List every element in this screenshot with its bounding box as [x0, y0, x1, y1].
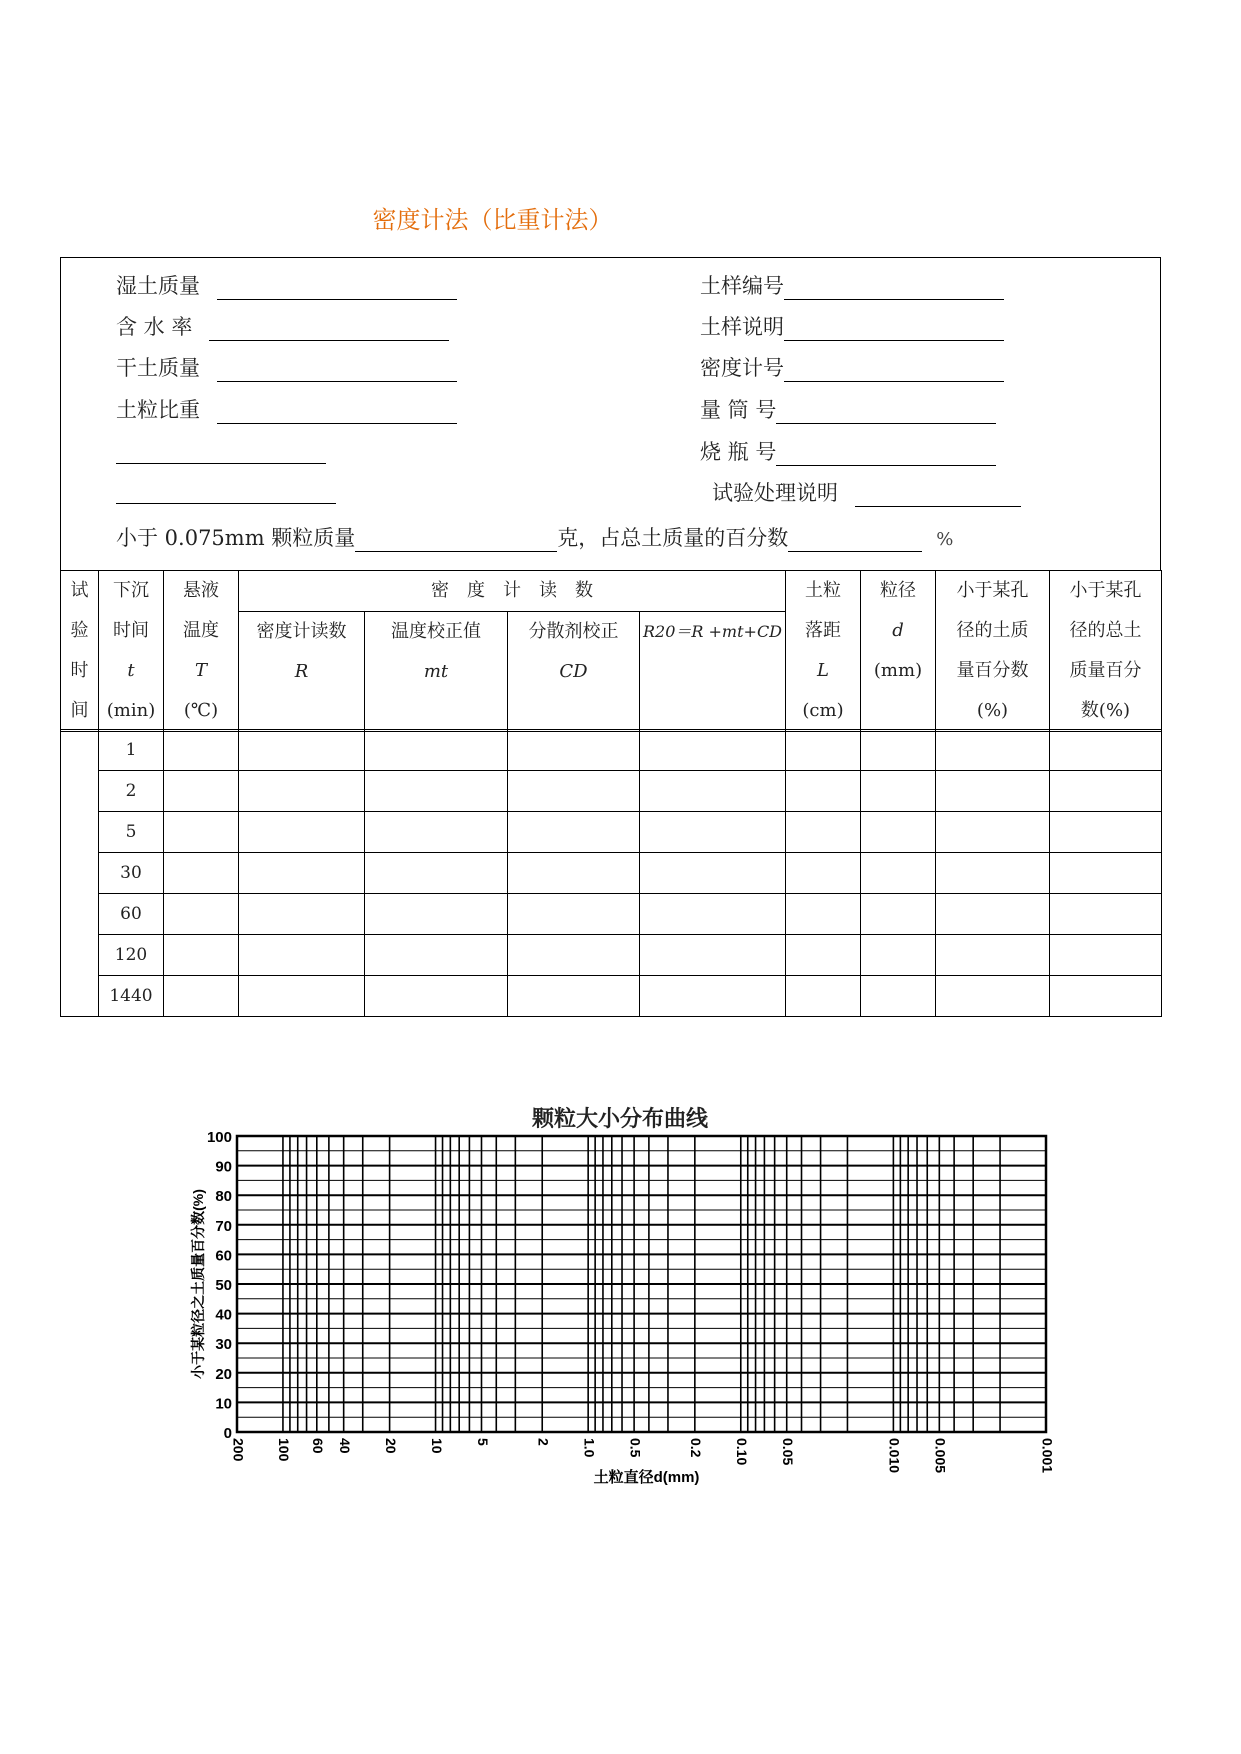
settling-time-value: 1: [99, 730, 164, 771]
chart-title: 颗粒大小分布曲线: [531, 1107, 708, 1132]
header-test-time: 试 验 时 间: [61, 571, 99, 732]
y-tick-label: 10: [215, 1395, 232, 1413]
page-title: 密度计法（比重计法）: [372, 206, 613, 234]
header-hydrometer-reading: 密 度 计 读 数: [239, 571, 786, 612]
y-tick-label: 80: [215, 1188, 232, 1206]
y-tick-label: 70: [215, 1217, 232, 1235]
x-tick-label: 10: [428, 1438, 445, 1454]
x-axis-label: 土粒直径d(mm): [593, 1469, 700, 1486]
y-tick-label: 90: [215, 1158, 232, 1176]
header-settling-time: 下沉 时间 t (min): [99, 571, 164, 732]
header-r20: R20＝R +mt+CD: [640, 612, 786, 732]
flask-number-field[interactable]: 烧 瓶 号: [700, 436, 996, 466]
hydrometer-number-field[interactable]: 密度计号: [700, 352, 1004, 382]
y-tick-label: 100: [206, 1129, 232, 1146]
y-tick-label: 60: [215, 1247, 232, 1265]
x-tick-label: 0.010: [886, 1438, 903, 1474]
x-tick-label: 40: [336, 1438, 353, 1454]
settling-time-value: 30: [99, 853, 164, 894]
treatment-note-field[interactable]: 试验处理说明: [712, 477, 1021, 507]
x-tick-label: 0.05: [780, 1438, 797, 1466]
x-tick-label: 0.001: [1039, 1438, 1056, 1474]
dry-soil-mass-field[interactable]: 干土质量: [116, 352, 457, 382]
x-tick-label: 0.005: [932, 1438, 949, 1474]
cylinder-number-field[interactable]: 量 筒 号: [700, 394, 996, 424]
y-tick-label: 20: [215, 1365, 232, 1383]
x-tick-label: 1.0: [581, 1438, 598, 1458]
wet-soil-mass-field[interactable]: 湿土质量: [116, 270, 457, 300]
header-particle-diameter: 粒径 d (mm): [861, 571, 936, 732]
x-tick-label: 0.10: [734, 1438, 751, 1466]
header-percent-finer: 小于某孔 径的土质 量百分数 (%): [936, 571, 1050, 732]
x-tick-label: 0.2: [688, 1438, 705, 1458]
x-tick-label: 100: [276, 1438, 293, 1462]
y-tick-label: 40: [215, 1306, 232, 1324]
y-tick-label: 30: [215, 1336, 232, 1354]
fines-fraction-row: 小于 0.075mm 颗粒质量 克，占总土质量的百分数 %: [116, 526, 954, 550]
settling-time-value: 60: [99, 894, 164, 935]
y-tick-label: 0: [223, 1425, 232, 1442]
water-content-field[interactable]: 含 水 率: [116, 311, 449, 341]
x-tick-label: 5: [474, 1438, 491, 1446]
header-mt: 温度校正值 mt: [365, 612, 508, 732]
header-percent-finer-total: 小于某孔 径的总土 质量百分 数(%): [1050, 571, 1162, 732]
y-axis-label: 小于某粒径之土质量百分数(%): [190, 1189, 206, 1379]
header-cd: 分散剂校正 CD: [508, 612, 640, 732]
settling-time-value: 1440: [99, 976, 164, 1017]
x-tick-label: 2: [535, 1438, 552, 1446]
x-tick-label: 200: [230, 1438, 247, 1462]
sample-description-field[interactable]: 土样说明: [700, 311, 1004, 341]
y-tick-label: 50: [215, 1277, 232, 1294]
header-R: 密度计读数 R: [239, 612, 365, 732]
header-suspension-temp: 悬液 温度 T (℃): [164, 571, 239, 732]
settling-time-value: 5: [99, 812, 164, 853]
specific-gravity-field[interactable]: 土粒比重: [116, 394, 457, 424]
header-fall-distance: 土粒 落距 L (cm): [786, 571, 861, 732]
settling-time-value: 2: [99, 771, 164, 812]
x-tick-label: 60: [310, 1438, 327, 1454]
sample-number-field[interactable]: 土样编号: [700, 270, 1004, 300]
settling-time-value: 120: [99, 935, 164, 976]
x-tick-label: 0.5: [627, 1438, 644, 1458]
x-tick-label: 20: [382, 1438, 399, 1454]
